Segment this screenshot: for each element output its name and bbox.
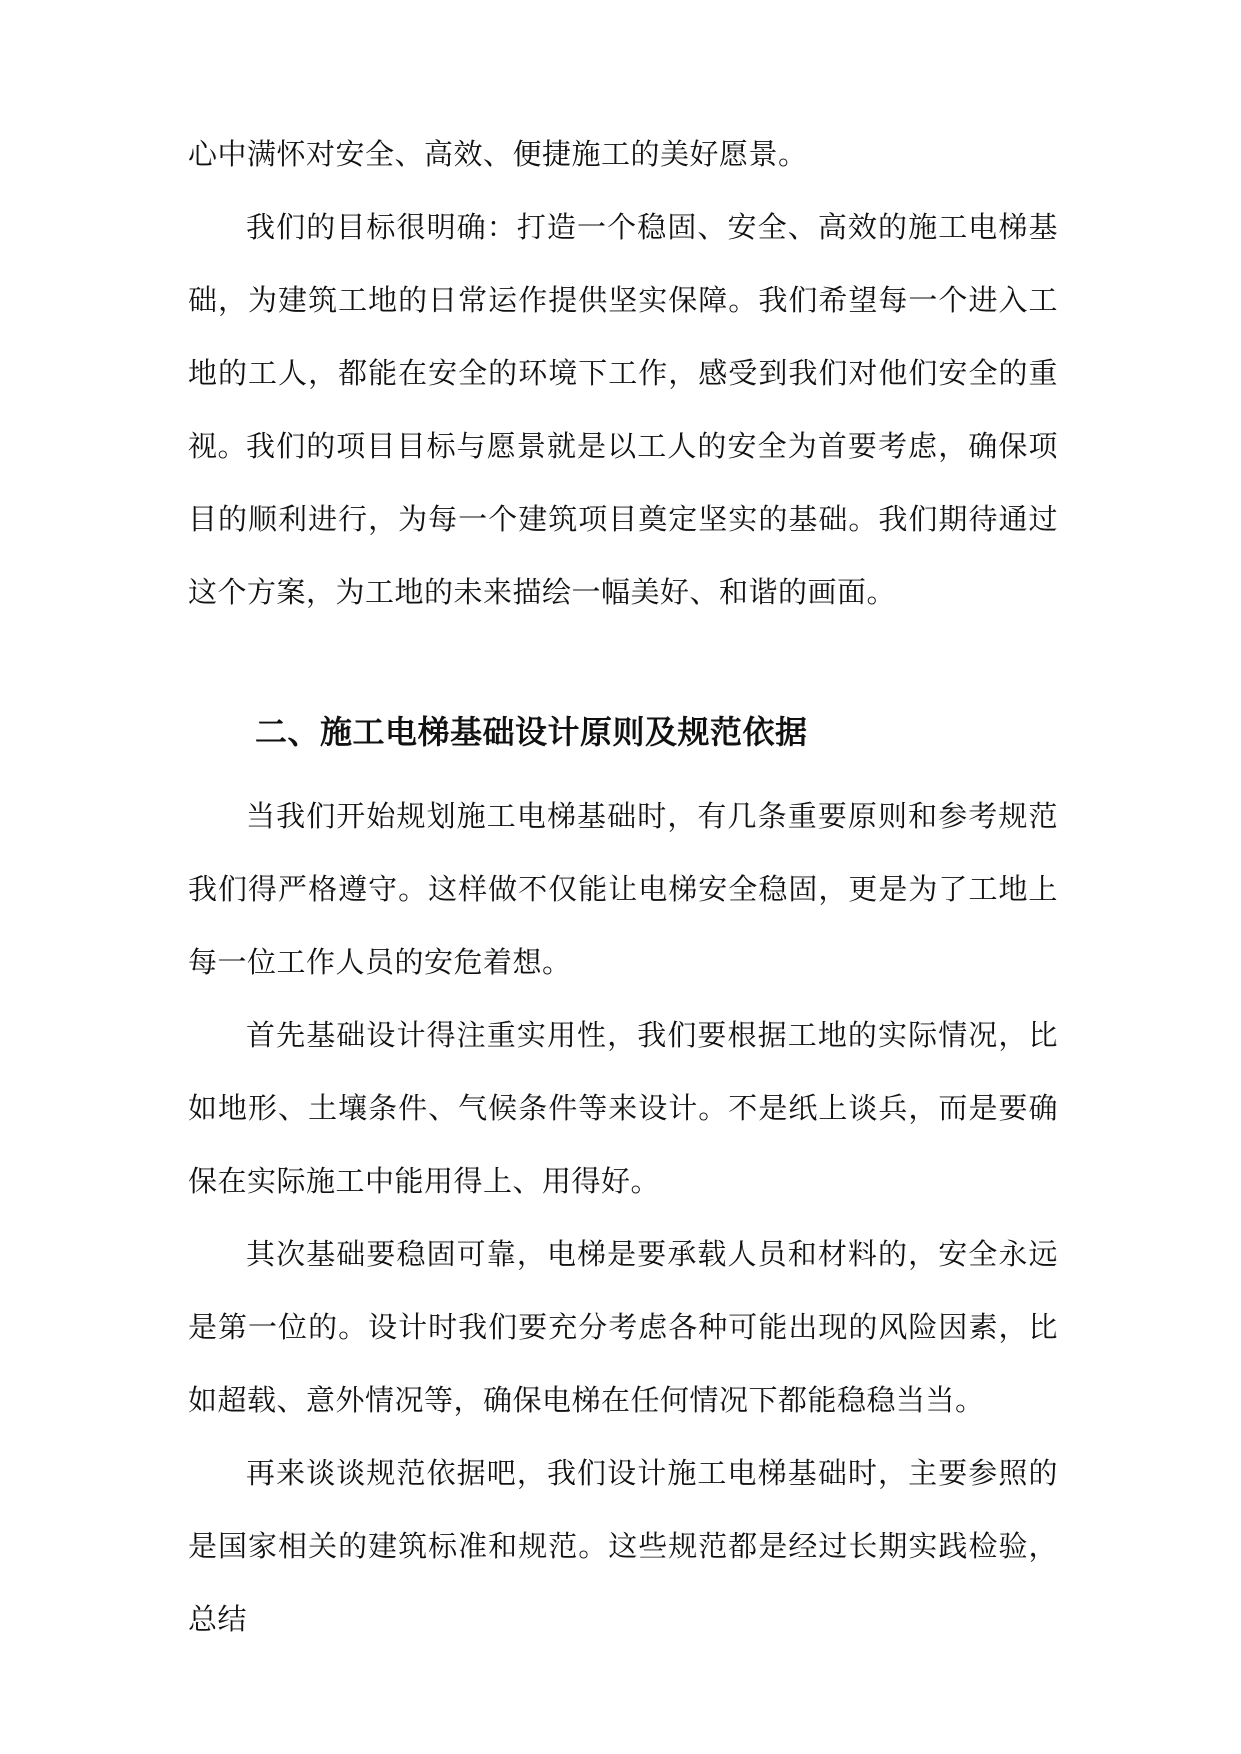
paragraph-project-goal: 我们的目标很明确：打造一个稳固、安全、高效的施工电梯基础，为建筑工地的日常运作提供坚实保障。我们希望每一个进入工地的工人，都能在安全的环境下工作，感受到我们对他们安全的重视。 [188, 210, 1058, 463]
paragraph-continuation: 心中满怀对安全、高效、便捷施工的美好愿景。 [188, 137, 808, 171]
paragraph-standards: 再来谈谈规范依据吧，我们设计施工电梯基础时，主要参照的是国家相关的建筑标准和规范。这些规范都是经过长期实践检验，总结 [188, 1456, 1058, 1636]
paragraph-design-principles-intro: 当我们开始规划施工电梯基础时，有几条重要原则和参考规范我们得严格遵守。这样做不仅能让电梯安全稳固，更是为了工地上每一位工作人员的安危着想。 [188, 799, 1058, 979]
section-heading: 二、施工电梯基础设计原则及规范依据 [255, 713, 808, 751]
paragraph-stability: 其次基础要稳固可靠，电梯是要承载人员和材料的，安全永远是第一位的。设计时我们要充分考虑各种可能出现的风险因素，比如超载、意外情况等，确保电梯在任何情况下都能稳稳当当。 [188, 1237, 1058, 1417]
paragraph-goal-vision: 我们的项目目标与愿景就是以工人的安全为首要考虑，确保项目的顺利进行，为每一个建筑项目奠定坚实的基础。我们期待通过这个方案，为工地的未来描绘一幅美好、和谐的画面。 [188, 429, 1058, 609]
paragraph-practicality: 首先基础设计得注重实用性，我们要根据工地的实际情况，比如地形、土壤条件、气候条件等来设计。不是纸上谈兵，而是要确保在实际施工中能用得上、用得好。 [188, 1018, 1058, 1198]
